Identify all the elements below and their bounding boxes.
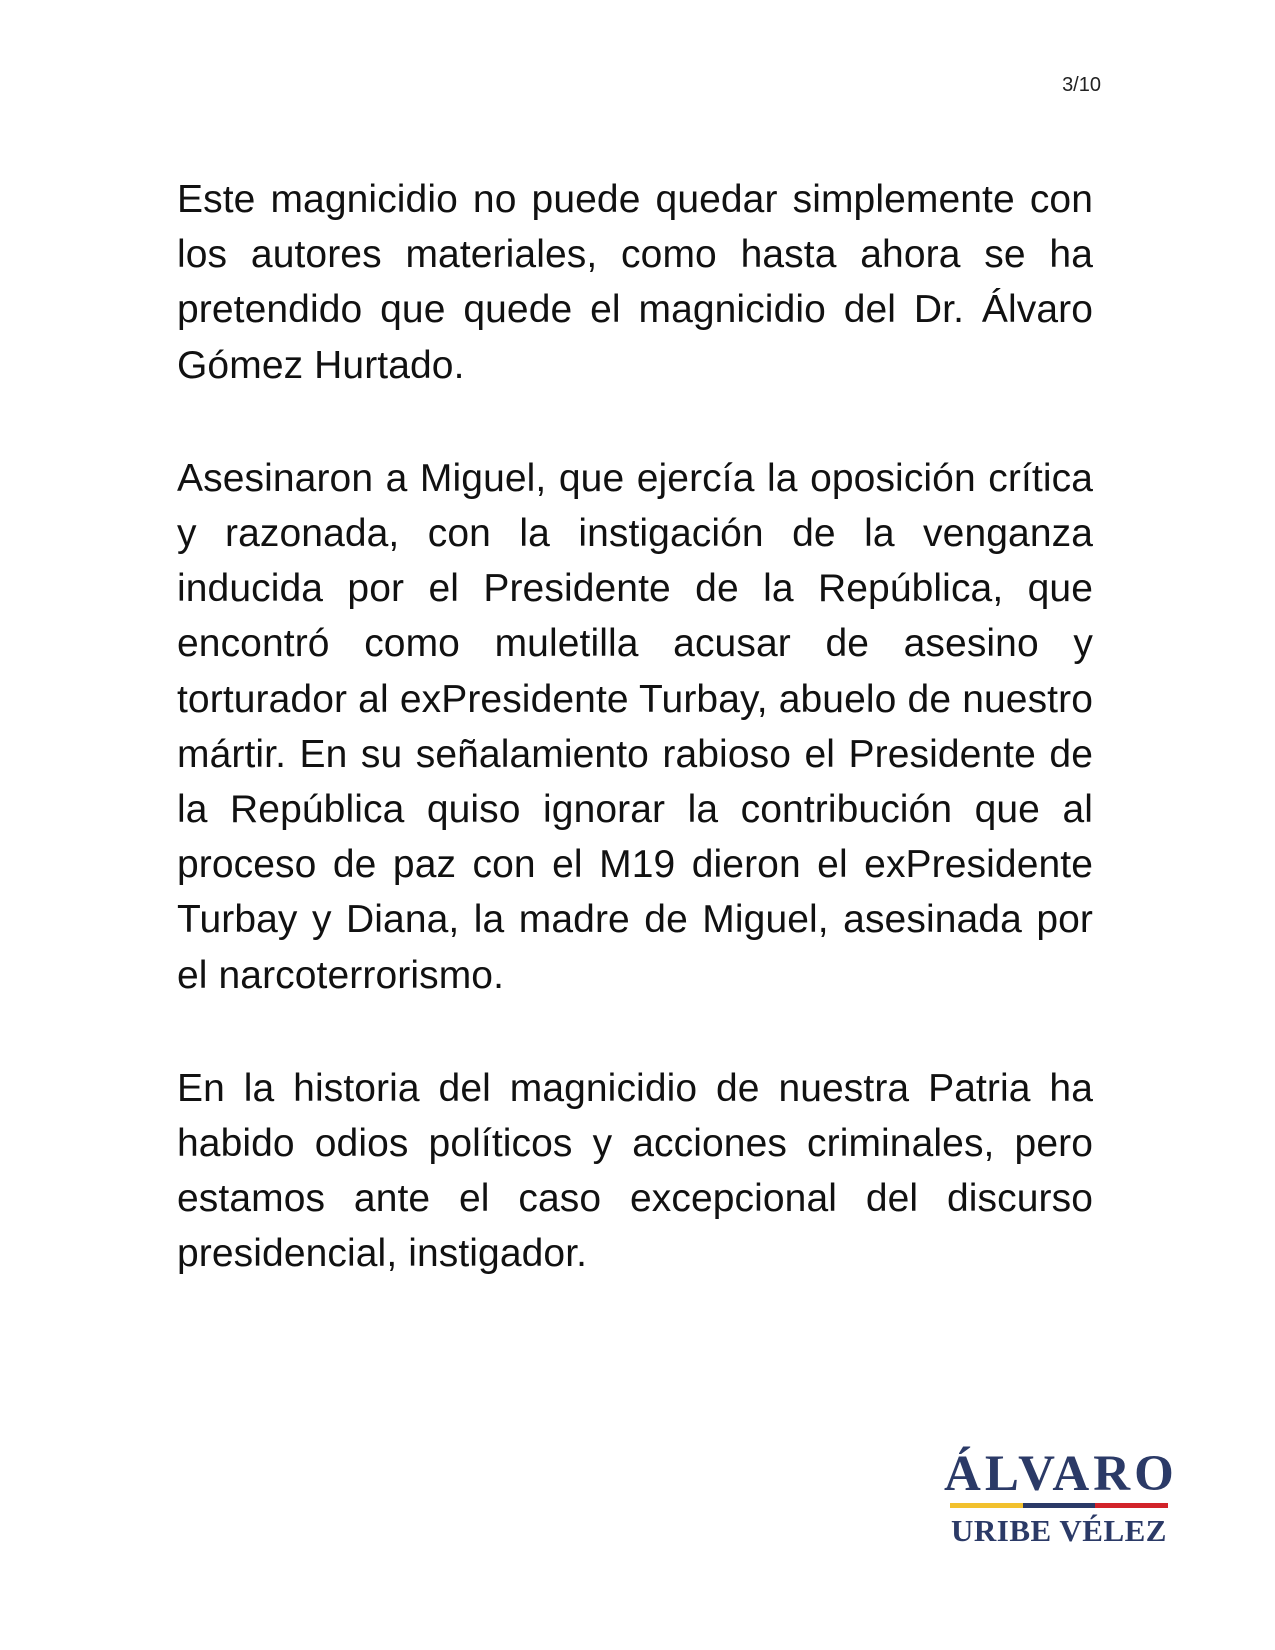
- paragraph-3: En la historia del magnicidio de nuestra Patria ha habido odios políticos y acciones criminales, pero estamos ante el caso excepcional del discurso presidencial, instigador.: [177, 1066, 1093, 1276]
- body-text: [177, 172, 1093, 1340]
- page-number: 3/10: [1062, 74, 1101, 96]
- paragraph-2: Asesinaron a Miguel, que ejercía la oposición crítica y razonada, con la instigación de la venganza inducida por el Presidente de la República, que encontró como muletilla acusar de asesino y torturador al exPresidente Turbay, abuelo de nuestro mártir. En su señalamiento rabioso el Presidente de la República quiso ignorar la contribución que al proceso de paz con el M19 dieron el exPresidente Turbay y Diana, la madre de Miguel, asesinada por el narcoterrorismo.: [177, 456, 1093, 997]
- logo-stripe-blue: [1023, 1503, 1096, 1508]
- logo-stripe-yellow: [950, 1503, 1023, 1508]
- logo-last-name: URIBE VÉLEZ: [951, 1513, 1167, 1548]
- paragraph-1: Este magnicidio no puede quedar simplemente con los autores materiales, como hasta ahora se ha pretendido que quede el magnicidio del Dr. Álvaro Gómez Hurtado.: [177, 178, 1093, 387]
- logo-first-name: ÁLVARO: [944, 1446, 1178, 1502]
- alvaro-uribe-velez-logo: [944, 1446, 1178, 1548]
- logo-stripe-red: [1095, 1503, 1168, 1508]
- logo-flag-stripes: [950, 1503, 1168, 1508]
